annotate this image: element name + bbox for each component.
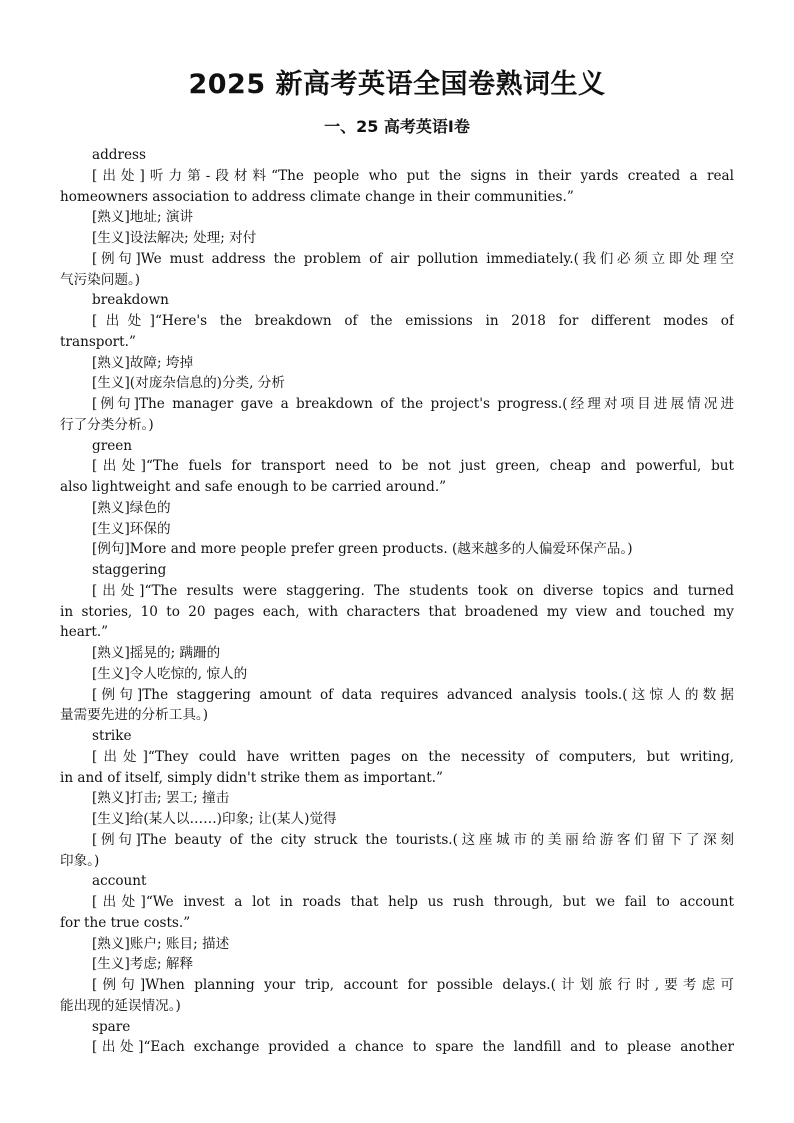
entry-example: [例句]More and more people prefer green products. (越来越多的人偏爱环保产品。): [92, 541, 633, 558]
entry-example: [例句]When planning your trip, account for possible delays.(计划旅行时,要考虑可: [92, 977, 734, 993]
entry-familiar-meaning: [熟义]故障; 垮掉: [92, 354, 194, 371]
entry-source: [出处]“Here's the breakdown of the emissions in 2018 for different modes of: [92, 313, 734, 329]
entry-source: [出处]“Each exchange provided a chance to spare the landfill and to please another: [92, 1039, 734, 1056]
page-title: 2025 新高考英语全国卷熟词生义: [188, 69, 606, 100]
entry-new-meaning: [生义]令人吃惊的, 惊人的: [92, 665, 248, 682]
entry-familiar-meaning: [熟义]账户; 账目; 描述: [92, 935, 230, 952]
entry-word: account: [92, 873, 147, 890]
entry-source-cont: homeowners association to address climate change in their communities.”: [60, 188, 574, 205]
entry-new-meaning: [生义]考虑; 解释: [92, 956, 194, 973]
entry-example-cont: 行了分类分析。): [60, 416, 154, 433]
entry-source: [出处]“The fuels for transport need to be not just green, cheap and powerful, but: [92, 458, 734, 475]
entry-example: [例句]The staggering amount of data requires advanced analysis tools.(这惊人的数据: [92, 686, 734, 703]
entry-new-meaning: [生义](对庞杂信息的)分类, 分析: [92, 375, 285, 392]
entry-word: address: [92, 147, 147, 163]
entry-word: strike: [92, 728, 132, 744]
entry-example-cont: 量需要先进的分析工具。): [60, 707, 209, 724]
entry-new-meaning: [生义]设法解决; 处理; 对付: [92, 230, 257, 246]
entry-source-cont: also lightweight and safe enough to be carried around.”: [60, 479, 447, 495]
entry-source: [出处]听力第-段材料“The people who put the signs in their yards created a real: [92, 167, 734, 184]
entry-source-cont: heart.”: [60, 624, 109, 641]
entry-example-cont: 印象。): [60, 852, 100, 869]
entry-source: [出处]“We invest a lot in roads that help us rush through, but we fail to account: [92, 894, 734, 910]
entry-familiar-meaning: [熟义]打击; 罢工; 撞击: [92, 790, 230, 807]
entry-source-cont: in and of itself, simply didn't strike them as important.”: [60, 769, 443, 786]
entry-familiar-meaning: [熟义]地址; 演讲: [92, 209, 194, 226]
entry-example: [例句]We must address the problem of air pollution immediately.(我们必须立即处理空: [92, 250, 734, 267]
entry-source: [出处]“They could have written pages on the necessity of computers, but writing,: [92, 748, 734, 765]
entry-example: [例句]The beauty of the city struck the tourists.(这座城市的美丽给游客们留下了深刻: [92, 831, 734, 848]
entry-example: [例句]The manager gave a breakdown of the project's progress.(经理对项目进展情况进: [92, 396, 734, 412]
vocabulary-list: [60, 145, 734, 1058]
entry-source: [出处]“The results were staggering. The students took on diverse topics and turned: [92, 582, 734, 599]
entry-new-meaning: [生义]给(某人以……)印象; 让(某人)觉得: [92, 811, 337, 827]
entry-new-meaning: [生义]环保的: [92, 520, 171, 537]
entry-example-cont: 能出现的延误情况。): [60, 997, 181, 1014]
entry-familiar-meaning: [熟义]绿色的: [92, 499, 171, 516]
entry-word: spare: [92, 1018, 131, 1035]
entry-source-cont: for the true costs.”: [60, 914, 191, 931]
entry-source-cont: transport.”: [60, 333, 136, 350]
entry-word: breakdown: [92, 292, 169, 309]
section-heading: 一、25 高考英语Ⅰ卷: [324, 117, 470, 136]
entry-word: green: [92, 437, 133, 454]
entry-word: staggering: [92, 562, 167, 578]
entry-source-cont: in stories, 10 to 20 pages each, with characters that broadened my view and touched my: [60, 603, 734, 620]
entry-familiar-meaning: [熟义]摇晃的; 蹒跚的: [92, 645, 221, 661]
entry-example-cont: 气污染问题。): [60, 271, 141, 288]
